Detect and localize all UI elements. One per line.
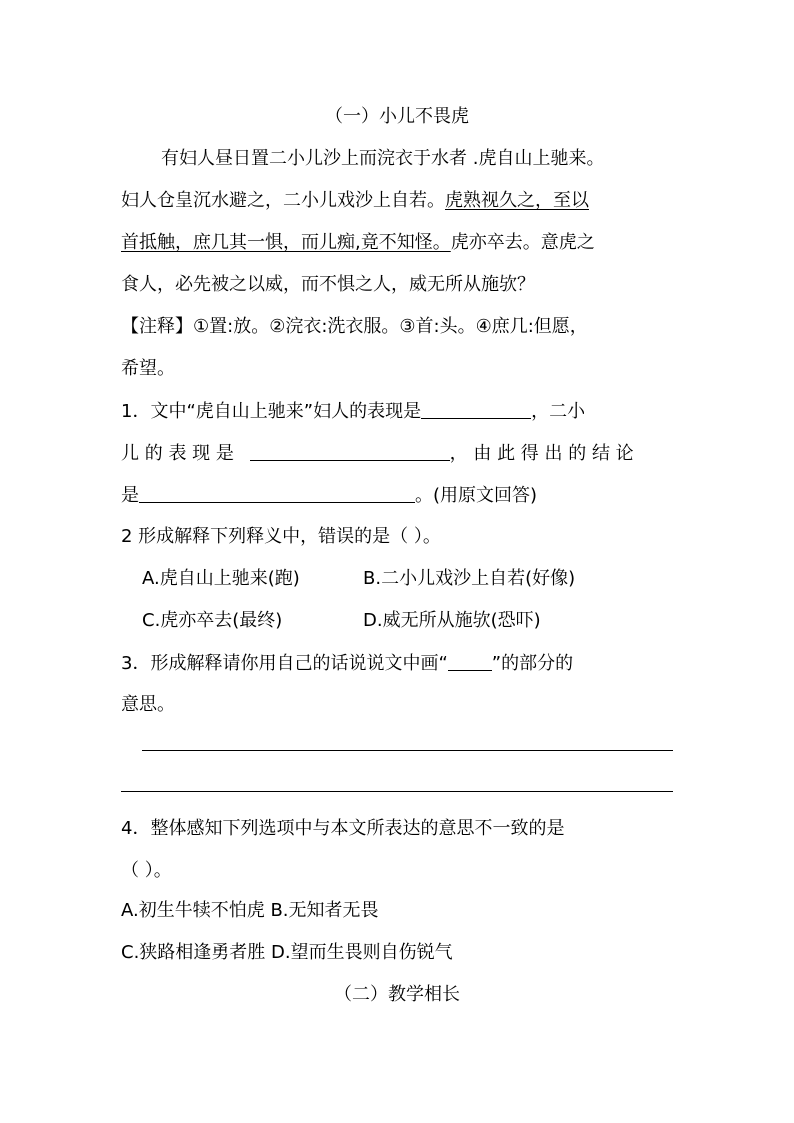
answer-blank[interactable] bbox=[139, 482, 415, 503]
underlined-passage: 首抵触，庶几其一惧，而儿痴,竟不知怪。 bbox=[121, 232, 451, 253]
answer-blank[interactable] bbox=[250, 440, 450, 461]
question-1-line-3 bbox=[121, 482, 673, 509]
section-title-1: （一）小儿不畏虎 bbox=[325, 106, 469, 127]
answer-line[interactable] bbox=[121, 791, 673, 792]
passage-line-2 bbox=[121, 188, 673, 214]
option-d[interactable]: D.威无所从施欤(恐吓) bbox=[363, 610, 541, 631]
passage-line-3 bbox=[121, 230, 673, 256]
question-4-options-ab[interactable]: A.初生牛犊不怕虎 B.无知者无畏 bbox=[121, 900, 379, 921]
question-1-text: 是 bbox=[121, 485, 139, 506]
question-1-text: 。(用原文回答) bbox=[415, 485, 538, 506]
notes-line-1: 【注释】①置:放。②浣衣:洗衣服。③首:头。④庶几:但愿， bbox=[121, 316, 588, 337]
passage-text: 妇人仓皇沉水避之，二小儿戏沙上自若。 bbox=[121, 190, 445, 211]
option-c[interactable]: C.虎亦卒去(最终) bbox=[142, 610, 283, 631]
answer-line[interactable] bbox=[142, 750, 673, 751]
question-1-text: 儿 的 表 现 是 bbox=[121, 443, 234, 464]
question-3-text: 3．形成解释请你用自己的话说说文中画“ bbox=[121, 653, 448, 674]
question-1-text: 1．文中“虎自山上驰来”妇人的表现是 bbox=[121, 401, 422, 422]
question-1-line-1 bbox=[121, 398, 673, 425]
underlined-passage: 虎熟视久之，至以 bbox=[445, 190, 589, 211]
question-4-line-1: 4．整体感知下列选项中与本文所表达的意思不一致的是 bbox=[121, 818, 565, 839]
answer-blank[interactable] bbox=[421, 398, 531, 419]
question-1-text: ，二小 bbox=[531, 401, 586, 422]
passage-line-1: 有妇人昼日置二小儿沙上而浣衣于水者 .虎自山上驰来。 bbox=[161, 148, 605, 169]
question-3-line-1 bbox=[121, 650, 673, 677]
passage-text: 虎亦卒去。意虎之 bbox=[450, 232, 595, 253]
question-3-text: ”的部分的 bbox=[491, 653, 574, 674]
question-3-line-2: 意思。 bbox=[121, 694, 175, 715]
question-4-options-cd[interactable]: C.狭路相逢勇者胜 D.望而生畏则自伤锐气 bbox=[121, 942, 453, 963]
question-1-line-2 bbox=[121, 440, 673, 467]
notes-line-2: 希望。 bbox=[121, 358, 175, 379]
question-1-text: ， 由 此 得 出 的 结 论 bbox=[449, 443, 634, 464]
underline-sample bbox=[448, 650, 492, 671]
section-title-2: （二）教学相长 bbox=[334, 984, 460, 1005]
option-b[interactable]: B.二小儿戏沙上自若(好像) bbox=[363, 568, 576, 589]
question-4-line-2: （ ）。 bbox=[121, 860, 172, 881]
question-2-stem: 2 形成解释下列释义中，错误的是（ ）。 bbox=[121, 526, 441, 547]
option-a[interactable]: A.虎自山上驰来(跑) bbox=[142, 568, 300, 589]
passage-line-4: 食人，必先被之以威，而不惧之人，威无所从施欤？ bbox=[121, 274, 535, 295]
